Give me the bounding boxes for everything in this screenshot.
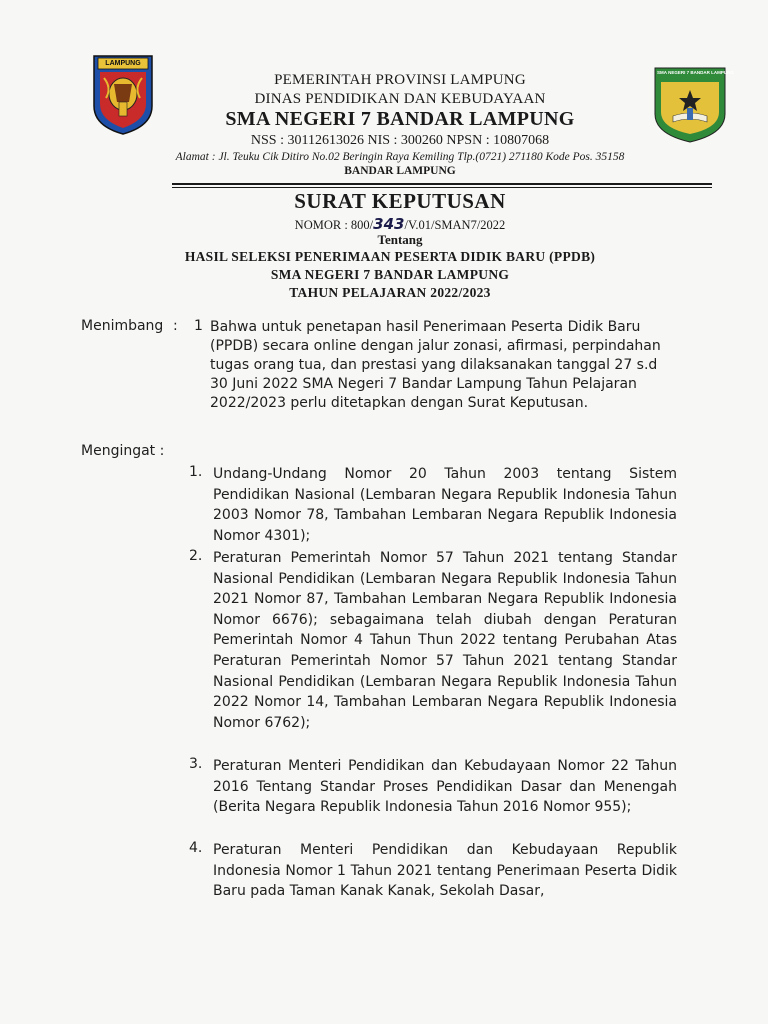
menimbang-number: 1	[194, 318, 203, 334]
list-item	[189, 840, 677, 902]
letterhead-divider	[172, 183, 712, 185]
list-item-number: 1.	[189, 464, 203, 480]
letterhead-school-ids: NSS : 30112613026 NIS : 300260 NPSN : 10807068	[250, 133, 550, 148]
letterhead-divider-thin	[172, 187, 712, 188]
about-label: Tentang	[377, 232, 423, 247]
list-item	[189, 464, 677, 546]
list-item	[189, 548, 677, 733]
school-logo-text: SMA NEGERI 7 BANDAR LAMPUNG	[657, 70, 734, 75]
list-item-number: 3.	[189, 756, 203, 772]
document-number-prefix: NOMOR : 800/	[294, 218, 374, 232]
lampung-logo-text: LAMPUNG	[105, 60, 141, 67]
list-item-text: Peraturan Menteri Pendidikan dan Kebudayaan Nomor 22 Tahun 2016 Tentang Standar Proses Pendidikan Dasar dan Menengah (Berita Negara Republik Indonesia Tahun 2016 Nomor 955);	[213, 758, 677, 816]
list-item	[189, 756, 677, 818]
list-item-text: Peraturan Pemerintah Nomor 57 Tahun 2021 tentang Standar Nasional Pendidikan (Lembaran Negara Republik Indonesia Tahun 2021 Nomor 87, Tambahan Lembaran Negara Republik Indonesia Nomor 6676); sebagaimana telah diubah dengan Peraturan Pemerintah Nomor 4 Tahun Thun 2022 tentang Perubahan Atas Peraturan Pemerintah Nomor 57 Tahun 2021 tentang Standar Nasional Pendidikan (Lembaran Negara Republik Indonesia Tahun 2022 Nomor 14, Tambahan Lembaran Negara Republik Indonesia Nomor 6762);	[213, 550, 677, 731]
letterhead-city: BANDAR LAMPUNG	[344, 165, 456, 177]
letterhead-school-name: SMA NEGERI 7 BANDAR LAMPUNG	[225, 108, 575, 130]
list-item-text: Undang-Undang Nomor 20 Tahun 2003 tentang Sistem Pendidikan Nasional (Lembaran Negara Republik Indonesia Tahun 2003 Nomor 78, Tambahan Lembaran Negara Republik Indonesia Nomor 4301);	[213, 466, 677, 544]
document-title: SURAT KEPUTUSAN	[294, 189, 506, 213]
subject-line-3: TAHUN PELAJARAN 2022/2023	[289, 285, 491, 300]
letterhead-government: PEMERINTAH PROVINSI LAMPUNG	[274, 72, 526, 88]
list-item-number: 2.	[189, 548, 203, 564]
menimbang-colon: :	[173, 318, 178, 334]
document-number-handwritten: 343	[373, 215, 405, 233]
subject-line-2: SMA NEGERI 7 BANDAR LAMPUNG	[270, 267, 510, 282]
letterhead-department: DINAS PENDIDIKAN DAN KEBUDAYAAN	[254, 91, 546, 107]
letterhead-address: Alamat : Jl. Teuku Cik Ditiro No.02 Beringin Raya Kemiling Tlp.(0721) 271180 Kode Pos. 35158	[175, 151, 625, 163]
list-item-number: 4.	[189, 840, 203, 856]
subject-line-1: HASIL SELEKSI PENERIMAAN PESERTA DIDIK BARU (PPDB)	[184, 249, 596, 264]
school-emblem	[653, 64, 734, 144]
document-number	[200, 215, 600, 233]
menimbang-label: Menimbang	[81, 318, 164, 334]
menimbang-text: Bahwa untuk penetapan hasil Penerimaan Peserta Didik Baru (PPDB) secara online dengan jalur zonasi, afirmasi, perpindahan tugas orang tua, dan prestasi yang dilaksanakan tanggal 27 s.d 30 Juni 2022 SMA Negeri 7 Bandar Lampung Tahun Pelajaran 2022/2023 perlu ditetapkan dengan Surat Keputusan.	[210, 319, 661, 411]
list-item-text: Peraturan Menteri Pendidikan dan Kebudayaan Republik Indonesia Nomor 1 Tahun 2021 tentang Penerimaan Peserta Didik Baru pada Taman Kanak Kanak, Sekolah Dasar,	[213, 842, 677, 900]
document-number-suffix: /V.01/SMAN7/2022	[404, 218, 506, 232]
mengingat-label: Mengingat :	[81, 443, 165, 459]
